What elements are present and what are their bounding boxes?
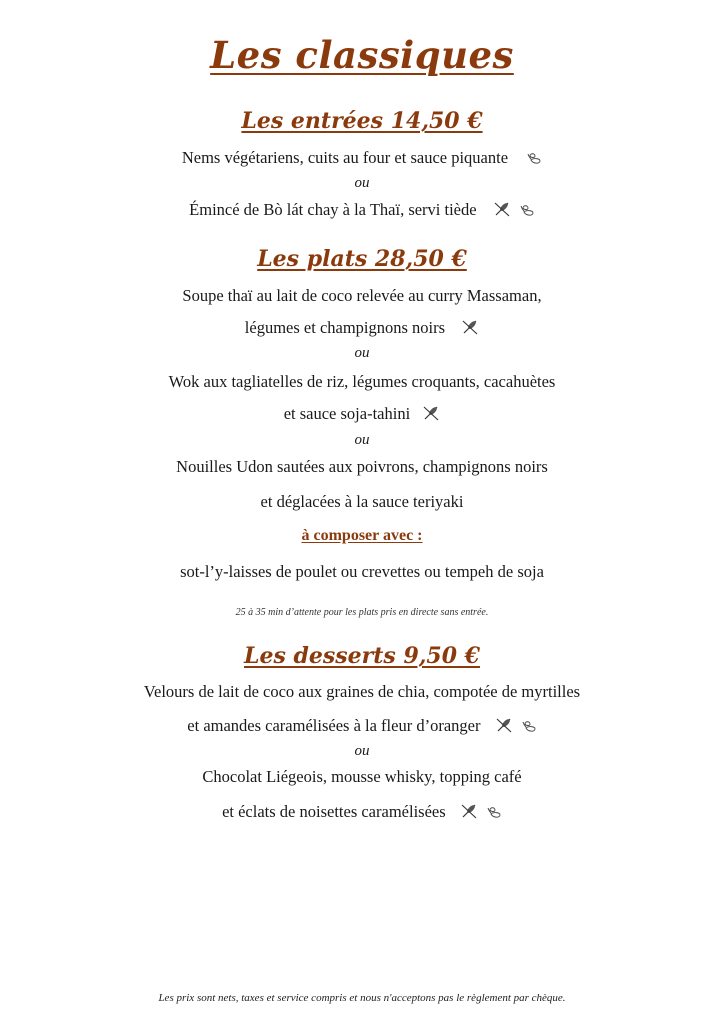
page-title: Les classiques — [210, 33, 514, 77]
menu-item — [0, 716, 724, 736]
leaf-icon — [519, 204, 535, 217]
crossed-wheat-icon — [461, 319, 479, 335]
menu-item — [0, 318, 724, 338]
menu-item — [0, 802, 724, 822]
separator-or: ou — [354, 345, 370, 361]
menu-item-text: Nems végétariens, cuits au four et sauce piquante — [181, 148, 509, 167]
menu-item-line: Wok aux tagliatelles de riz, légumes croquants, cacahuètes — [168, 372, 556, 391]
menu-item — [0, 404, 724, 424]
menu-item-text: et amandes caramélisées à la fleur d’oranger — [187, 716, 481, 735]
separator-or: ou — [354, 175, 370, 191]
section-heading-entrees: Les entrées 14,50 € — [241, 108, 483, 134]
leaf-icon — [486, 806, 502, 819]
menu-item-line: Velours de lait de coco aux graines de chia, compotée de myrtilles — [143, 682, 581, 701]
crossed-wheat-icon — [422, 405, 440, 421]
menu-item-line: Chocolat Liégeois, mousse whisky, topping café — [202, 767, 522, 786]
menu-item-line: et déglacées à la sauce teriyaki — [260, 492, 464, 511]
menu-item-text: légumes et champignons noirs — [244, 318, 446, 337]
crossed-wheat-icon — [493, 201, 511, 217]
leaf-icon — [521, 720, 537, 733]
separator-or: ou — [354, 432, 370, 448]
menu-item-text: et éclats de noisettes caramélisées — [222, 802, 446, 821]
waiting-time-note: 25 à 35 min d’attente pour les plats pris en directe sans entrée. — [235, 607, 489, 618]
crossed-wheat-icon — [460, 803, 478, 819]
menu-item — [0, 148, 724, 168]
menu-item — [0, 200, 724, 220]
compose-label: à composer avec : — [301, 527, 423, 544]
leaf-icon — [526, 152, 542, 165]
crossed-wheat-icon — [495, 717, 513, 733]
menu-item-line: Soupe thaï au lait de coco relevée au curry Massaman, — [182, 286, 542, 305]
section-heading-plats: Les plats 28,50 € — [257, 246, 467, 272]
menu-item-text: Émincé de Bò lát chay à la Thaï, servi tiède — [189, 200, 477, 219]
separator-or: ou — [354, 743, 370, 759]
menu-item-line: Nouilles Udon sautées aux poivrons, champignons noirs — [176, 457, 548, 476]
compose-options: sot-l’y-laisses de poulet ou crevettes ou tempeh de soja — [180, 562, 544, 581]
menu-item-text: et sauce soja-tahini — [283, 404, 411, 423]
footer-note: Les prix sont nets, taxes et service compris et nous n'acceptons pas le règlement par chèque. — [158, 992, 566, 1004]
section-heading-desserts: Les desserts 9,50 € — [243, 643, 480, 669]
